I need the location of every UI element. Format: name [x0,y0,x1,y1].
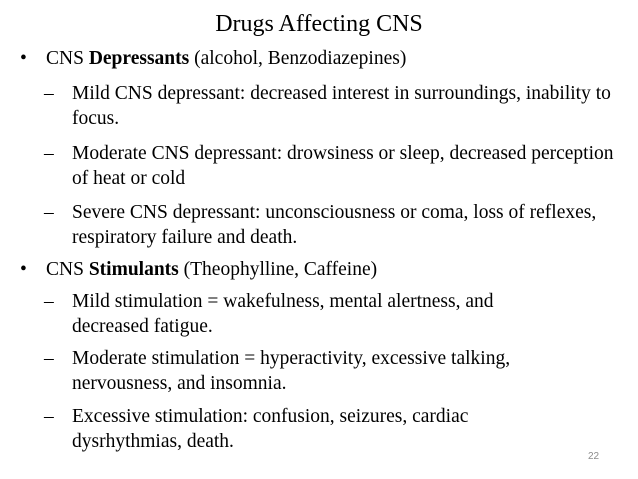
bullet-prefix: CNS [46,259,89,280]
dash-icon: – [44,143,54,164]
bullet-prefix: CNS [46,48,89,69]
sub-bullet-text: Mild CNS depressant: decreased interest in surroundings, inability to focus. [72,83,611,129]
bullet-text [46,257,377,282]
bullet-text [46,46,406,71]
sub-bullet-text: Severe CNS depressant: unconsciousness or coma, loss of reflexes, respiratory failure and death. [72,202,597,248]
bullet-icon: • [20,259,27,280]
sub-bullet-text: Moderate stimulation = hyperactivity, excessive talking, nervousness, and insomnia. [72,348,511,394]
dash-icon: – [44,348,54,369]
bullet-suffix: (alcohol, Benzodiazepines) [189,48,407,69]
bullet-suffix: (Theophylline, Caffeine) [178,259,378,280]
sub-bullet-text: Moderate CNS depressant: drowsiness or sleep, decreased perception of heat or cold [72,143,614,189]
sub-bullet-text: Mild stimulation = wakefulness, mental alertness, and decreased fatigue. [72,291,494,337]
sub-bullet-text: Excessive stimulation: confusion, seizures, cardiac dysrhythmias, death. [72,406,469,452]
slide-title: Drugs Affecting CNS [215,11,423,37]
dash-icon: – [44,406,54,427]
bullet-icon: • [20,48,27,69]
page-number: 22 [588,451,600,462]
dash-icon: – [44,202,54,223]
dash-icon: – [44,291,54,312]
bullet-bold-term: Depressants [88,48,190,69]
bullet-bold-term: Stimulants [88,259,179,280]
dash-icon: – [44,83,54,104]
